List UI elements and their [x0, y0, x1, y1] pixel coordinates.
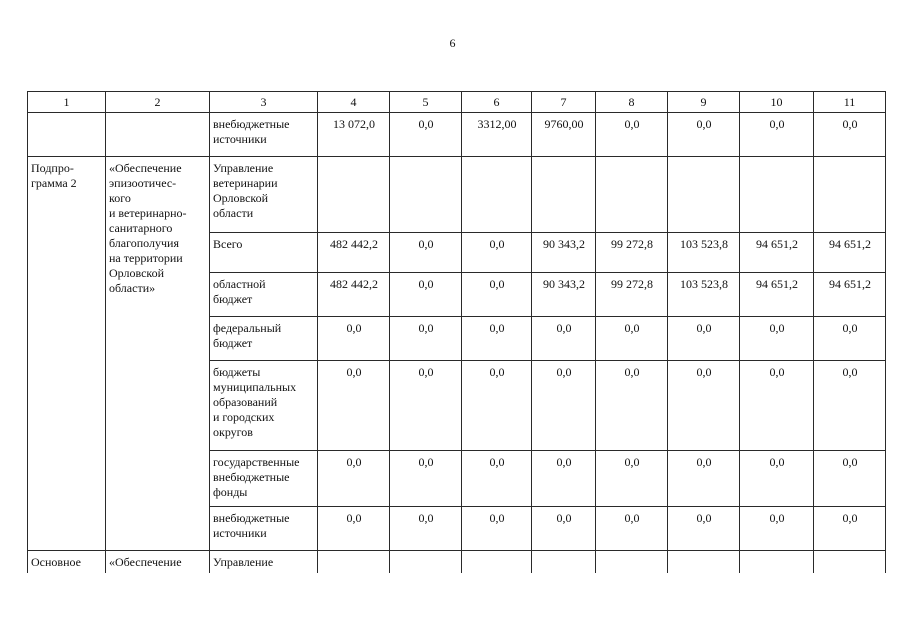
cell-value — [318, 233, 390, 273]
cell-value — [740, 273, 814, 317]
cell-value — [462, 361, 532, 451]
cell-value — [668, 273, 740, 317]
cell-value — [740, 551, 814, 573]
cell-value — [668, 507, 740, 551]
cell-value-text: 103 523,8 — [680, 277, 728, 291]
cell-value-text: 0,0 — [489, 277, 505, 291]
cell-value — [390, 361, 462, 451]
cell-value — [668, 113, 740, 157]
cell-value-text: 0,0 — [624, 511, 640, 525]
cell-value — [532, 551, 596, 573]
cell-value-text: 0,0 — [556, 455, 572, 469]
cell-value — [462, 113, 532, 157]
cell-value — [390, 233, 462, 273]
cell-value-text: 103 523,8 — [680, 237, 728, 251]
column-header-7 — [532, 92, 596, 113]
cell-value-text: 0,0 — [489, 455, 505, 469]
cell-value — [390, 157, 462, 233]
cell-source-text: внебюджетные источники — [213, 117, 290, 146]
cell-value-text: 0,0 — [624, 455, 640, 469]
subprogram-executor-text: Управление ветеринарии Орловской области — [213, 161, 278, 220]
cell-source-text: Всего — [213, 237, 243, 251]
cell-value — [318, 157, 390, 233]
cell-title — [106, 551, 210, 573]
cell-value — [740, 451, 814, 507]
cell-value — [740, 361, 814, 451]
cell-value-text: 0,0 — [418, 277, 434, 291]
cell-value — [462, 233, 532, 273]
cell-value — [318, 113, 390, 157]
cell-value — [596, 317, 668, 361]
cell-code — [28, 551, 106, 573]
cell-value — [814, 113, 886, 157]
cell-value — [668, 551, 740, 573]
cell-value — [740, 113, 814, 157]
cell-value-text: 0,0 — [842, 511, 858, 525]
cell-value — [740, 157, 814, 233]
cell-value-text: 3312,00 — [477, 117, 517, 131]
column-header-5 — [390, 92, 462, 113]
cell-source-text: Управление — [213, 555, 274, 569]
cell-value-text: 0,0 — [769, 365, 785, 379]
column-header-6 — [462, 92, 532, 113]
cell-value-text: 0,0 — [418, 117, 434, 131]
subprogram-title — [106, 157, 210, 551]
table-row — [28, 551, 886, 573]
column-header-2 — [106, 92, 210, 113]
cell-value-text: 0,0 — [346, 365, 362, 379]
column-header-1 — [28, 92, 106, 113]
column-header-11 — [814, 92, 886, 113]
subprogram-executor — [210, 157, 318, 233]
column-header-8-text: 8 — [628, 94, 635, 109]
cell-value — [814, 317, 886, 361]
cell-value-text: 0,0 — [624, 365, 640, 379]
cell-code-text: Основное — [31, 555, 81, 569]
cell-value — [462, 451, 532, 507]
cell-source — [210, 361, 318, 451]
budget-table — [27, 91, 886, 573]
cell-value — [462, 507, 532, 551]
cell-value — [814, 551, 886, 573]
cell-value — [318, 317, 390, 361]
cell-value — [318, 451, 390, 507]
column-header-2-text: 2 — [154, 94, 161, 109]
cell-value — [462, 317, 532, 361]
cell-value-text: 0,0 — [346, 321, 362, 335]
column-header-7-text: 7 — [560, 94, 567, 109]
cell-value — [740, 317, 814, 361]
cell-title — [106, 113, 210, 157]
cell-value-text: 0,0 — [769, 117, 785, 131]
cell-value-text: 90 343,2 — [543, 237, 585, 251]
cell-value — [596, 451, 668, 507]
cell-value — [814, 451, 886, 507]
cell-value-text: 99 272,8 — [611, 237, 653, 251]
cell-value-text: 0,0 — [418, 455, 434, 469]
cell-value-text: 0,0 — [696, 365, 712, 379]
cell-source — [210, 451, 318, 507]
cell-value — [462, 551, 532, 573]
cell-value-text: 0,0 — [489, 511, 505, 525]
cell-value — [532, 507, 596, 551]
cell-source-text: областной бюджет — [213, 277, 266, 306]
cell-value — [318, 273, 390, 317]
cell-value — [532, 273, 596, 317]
cell-value — [668, 157, 740, 233]
cell-value-text: 0,0 — [696, 321, 712, 335]
cell-value — [668, 451, 740, 507]
cell-source — [210, 233, 318, 273]
cell-value — [814, 361, 886, 451]
column-header-9-text: 9 — [700, 94, 707, 109]
cell-value — [390, 507, 462, 551]
column-header-11-text: 11 — [843, 94, 856, 109]
cell-value-text: 0,0 — [418, 511, 434, 525]
cell-value — [596, 157, 668, 233]
cell-source-text: внебюджетные источники — [213, 511, 290, 540]
header-row — [28, 92, 886, 113]
cell-value — [668, 361, 740, 451]
cell-value — [532, 361, 596, 451]
cell-value-text: 0,0 — [696, 455, 712, 469]
table-row — [28, 113, 886, 157]
cell-value-text: 0,0 — [842, 117, 858, 131]
cell-value-text: 0,0 — [769, 511, 785, 525]
column-header-5-text: 5 — [422, 94, 429, 109]
cell-value-text: 0,0 — [489, 237, 505, 251]
cell-value-text: 0,0 — [556, 321, 572, 335]
cell-value — [814, 507, 886, 551]
cell-value-text: 9760,00 — [544, 117, 584, 131]
cell-value-text: 0,0 — [346, 511, 362, 525]
cell-value-text: 0,0 — [418, 237, 434, 251]
cell-value — [668, 317, 740, 361]
column-header-3 — [210, 92, 318, 113]
cell-value — [390, 451, 462, 507]
cell-source-text: государственные внебюджетные фонды — [213, 455, 300, 499]
cell-value-text: 0,0 — [624, 117, 640, 131]
cell-value-text: 0,0 — [418, 321, 434, 335]
cell-value-text: 0,0 — [696, 511, 712, 525]
cell-value — [668, 233, 740, 273]
column-header-3-text: 3 — [260, 94, 267, 109]
cell-value-text: 482 442,2 — [330, 277, 378, 291]
cell-value — [814, 233, 886, 273]
cell-value-text: 0,0 — [842, 321, 858, 335]
cell-value — [596, 361, 668, 451]
cell-value — [814, 273, 886, 317]
cell-value — [596, 507, 668, 551]
cell-value-text: 94 651,2 — [756, 277, 798, 291]
column-header-10 — [740, 92, 814, 113]
cell-value — [318, 551, 390, 573]
cell-value — [596, 273, 668, 317]
cell-value-text: 90 343,2 — [543, 277, 585, 291]
cell-value-text: 0,0 — [346, 455, 362, 469]
cell-value — [390, 113, 462, 157]
cell-value-text: 0,0 — [842, 365, 858, 379]
cell-value-text: 482 442,2 — [330, 237, 378, 251]
column-header-4 — [318, 92, 390, 113]
cell-value — [532, 451, 596, 507]
cell-source — [210, 113, 318, 157]
page-number: 6 — [449, 36, 456, 50]
cell-value-text: 0,0 — [769, 455, 785, 469]
cell-value-text: 0,0 — [624, 321, 640, 335]
cell-value-text: 0,0 — [696, 117, 712, 131]
cell-value — [318, 361, 390, 451]
cell-value — [740, 233, 814, 273]
cell-code — [28, 113, 106, 157]
cell-value — [596, 113, 668, 157]
table-row — [28, 157, 886, 233]
cell-value — [462, 273, 532, 317]
cell-value — [532, 157, 596, 233]
cell-source — [210, 507, 318, 551]
cell-value — [462, 157, 532, 233]
cell-value — [390, 551, 462, 573]
cell-value — [532, 233, 596, 273]
cell-value-text: 0,0 — [489, 365, 505, 379]
column-header-6-text: 6 — [493, 94, 500, 109]
cell-value-text: 0,0 — [842, 455, 858, 469]
column-header-4-text: 4 — [350, 94, 357, 109]
cell-value — [532, 113, 596, 157]
cell-value — [532, 317, 596, 361]
cell-value — [390, 273, 462, 317]
cell-value-text: 0,0 — [489, 321, 505, 335]
cell-value — [318, 507, 390, 551]
cell-value-text: 94 651,2 — [829, 277, 871, 291]
cell-value — [814, 157, 886, 233]
cell-source-text: бюджеты муниципальных образований и городских округов — [213, 365, 297, 439]
cell-value-text: 0,0 — [769, 321, 785, 335]
cell-value — [596, 233, 668, 273]
cell-value-text: 0,0 — [556, 365, 572, 379]
cell-value-text: 0,0 — [418, 365, 434, 379]
subprogram-code — [28, 157, 106, 551]
cell-value — [596, 551, 668, 573]
column-header-8 — [596, 92, 668, 113]
column-header-1-text: 1 — [63, 94, 70, 109]
cell-value-text: 0,0 — [556, 511, 572, 525]
cell-value-text: 94 651,2 — [829, 237, 871, 251]
column-header-9 — [668, 92, 740, 113]
cell-value-text: 13 072,0 — [333, 117, 375, 131]
cell-title-text: «Обеспечение — [109, 555, 182, 569]
cell-source — [210, 551, 318, 573]
cell-source — [210, 317, 318, 361]
subprogram-code-text: Подпро- грамма 2 — [31, 161, 77, 190]
cell-value — [740, 507, 814, 551]
cell-value-text: 94 651,2 — [756, 237, 798, 251]
cell-value-text: 99 272,8 — [611, 277, 653, 291]
column-header-10-text: 10 — [770, 94, 783, 109]
subprogram-title-text: «Обеспечение эпизоотичес- кого и ветеринарно- санитарного благополучия на территории Орловской области» — [109, 161, 187, 295]
cell-source-text: федеральный бюджет — [213, 321, 282, 350]
cell-value — [390, 317, 462, 361]
cell-source — [210, 273, 318, 317]
